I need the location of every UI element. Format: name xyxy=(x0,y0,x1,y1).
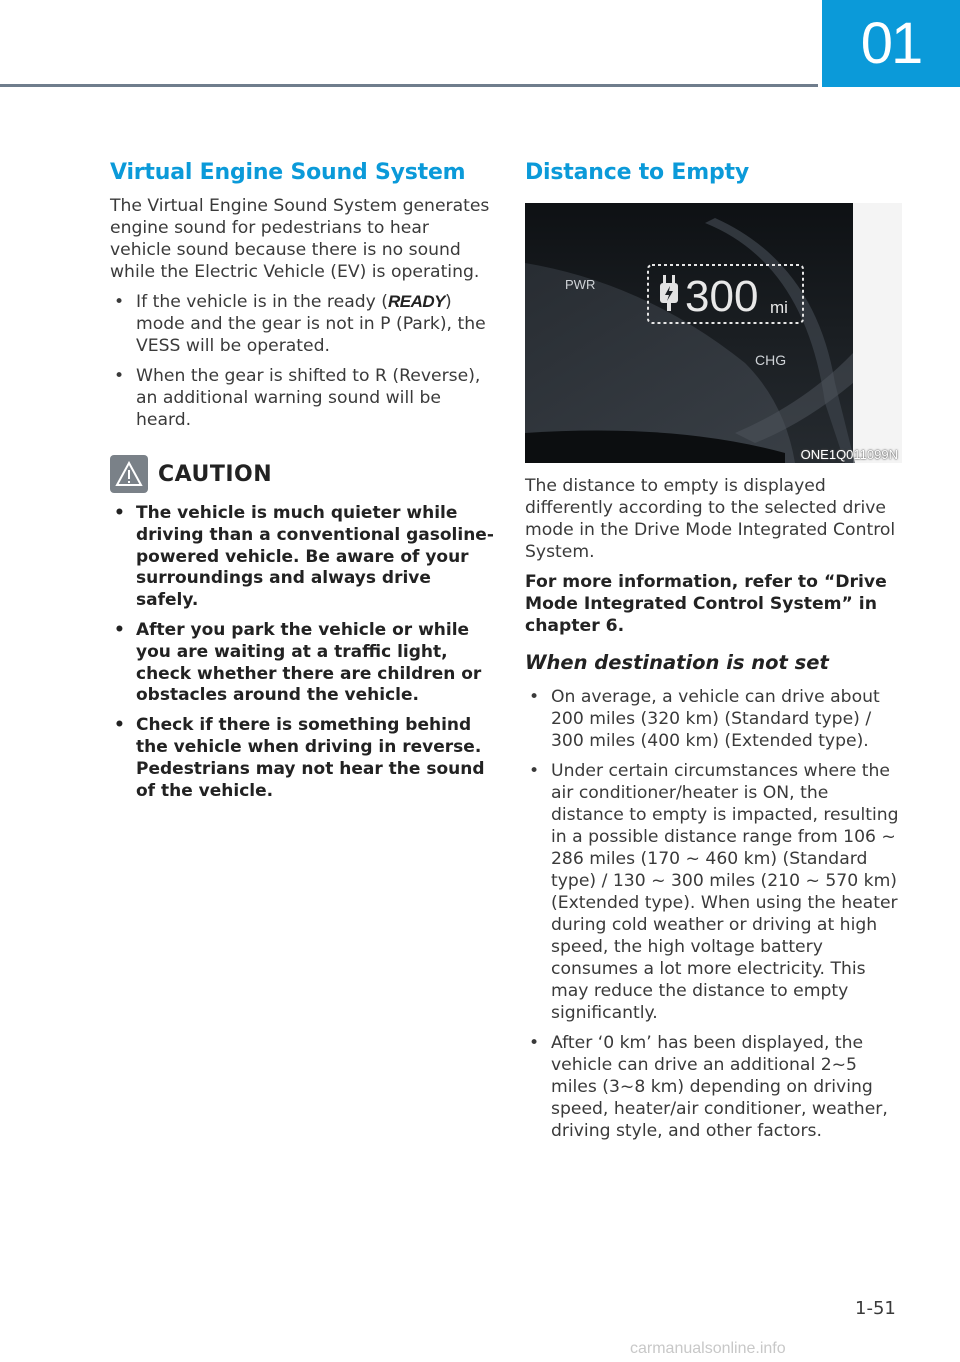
section-title-vess: Virtual Engine Sound System xyxy=(110,160,466,185)
distance-para-2: For more information, refer to “Drive Mode Integrated Control System” in chapter 6. xyxy=(525,572,887,636)
chapter-number: 01 xyxy=(860,11,922,76)
figure-code: ONE1Q011099N xyxy=(800,447,898,462)
bullet-dot: • xyxy=(529,761,540,781)
list-item xyxy=(110,291,495,357)
bullet-dot: • xyxy=(114,619,125,640)
vess-bullet-1-post: ) mode and the gear is not in P (Park), the VESS will be operated. xyxy=(136,292,486,356)
range-value: 300 xyxy=(685,272,759,321)
section-title-distance: Distance to Empty xyxy=(525,160,749,185)
distance-bullet: After ‘0 km’ has been displayed, the vehicle can drive an additional 2~5 miles (3~8 km) depending on driving speed, heater/air conditioner, weather, driving style, and other factors. xyxy=(551,1033,888,1141)
distance-bullet: Under certain circumstances where the air conditioner/heater is ON, the distance to empty is impacted, resulting in a possible distance range from 106 ~ 286 miles (170 ~ 460 km) (Standard type) / 130 ~ 300 miles (210 ~ 570 km) (Extended type). When using the heater during cold weather or driving at high speed, the high voltage battery consumes a lot more electricity. This may reduce the distance to empty significantly. xyxy=(551,761,899,1023)
bullet-dot: • xyxy=(114,715,125,736)
vess-bullet-1-pre: If the vehicle is in the ready ( xyxy=(136,292,388,312)
list-item xyxy=(110,715,495,802)
list-item xyxy=(110,503,495,612)
distance-bullet: On average, a vehicle can drive about 200 miles (320 km) (Standard type) / 300 miles (400 km) (Extended type). xyxy=(551,687,880,751)
distance-bullets xyxy=(525,686,902,1142)
caution-title: CAUTION xyxy=(158,461,273,487)
bullet-dot: • xyxy=(114,366,125,386)
vess-bullet-2: When the gear is shifted to R (Reverse), an additional warning sound will be heard. xyxy=(136,366,481,430)
left-column xyxy=(110,160,495,810)
list-item xyxy=(525,760,902,1024)
list-item xyxy=(525,686,902,752)
caution-item: After you park the vehicle or while you are waiting at a traffic light, check whether there are children or obstacles around the vehicle. xyxy=(136,619,482,706)
caution-header xyxy=(110,455,495,493)
watermark: carmanualsonline.info xyxy=(630,1340,786,1357)
chg-label: CHG xyxy=(755,352,787,368)
bullet-dot: • xyxy=(529,687,540,707)
list-item xyxy=(110,365,495,431)
caution-list xyxy=(110,503,495,802)
pwr-label: PWR xyxy=(565,277,596,292)
subheading-destination-not-set: When destination is not set xyxy=(525,651,829,674)
page-number: 1-51 xyxy=(855,1298,896,1319)
caution-item: The vehicle is much quieter while driving than a conventional gasoline-powered vehicle. Be aware of your surroundings and always drive safely. xyxy=(136,503,494,611)
range-unit: mi xyxy=(770,298,788,317)
ready-indicator-icon: READY xyxy=(387,292,445,311)
bullet-dot: • xyxy=(114,292,125,312)
vess-intro: The Virtual Engine Sound System generates engine sound for pedestrians to hear vehicle sound because there is no sound while the Electric Vehicle (EV) is operating. xyxy=(110,196,490,282)
cluster-display-image xyxy=(525,203,902,463)
cluster-display-figure xyxy=(525,203,902,463)
header-rule xyxy=(0,84,818,87)
bullet-dot: • xyxy=(529,1033,540,1053)
vess-bullets xyxy=(110,291,495,431)
list-item xyxy=(110,620,495,707)
warning-triangle-icon xyxy=(110,455,148,493)
right-column xyxy=(525,160,902,1150)
chapter-tab xyxy=(822,0,960,87)
distance-para-1: The distance to empty is displayed differently according to the selected drive mode in the Drive Mode Integrated Control System. xyxy=(525,476,896,562)
caution-item: Check if there is something behind the vehicle when driving in reverse. Pedestrians may not hear the sound of the vehicle. xyxy=(136,715,485,801)
bullet-dot: • xyxy=(114,503,125,523)
list-item xyxy=(525,1032,902,1142)
